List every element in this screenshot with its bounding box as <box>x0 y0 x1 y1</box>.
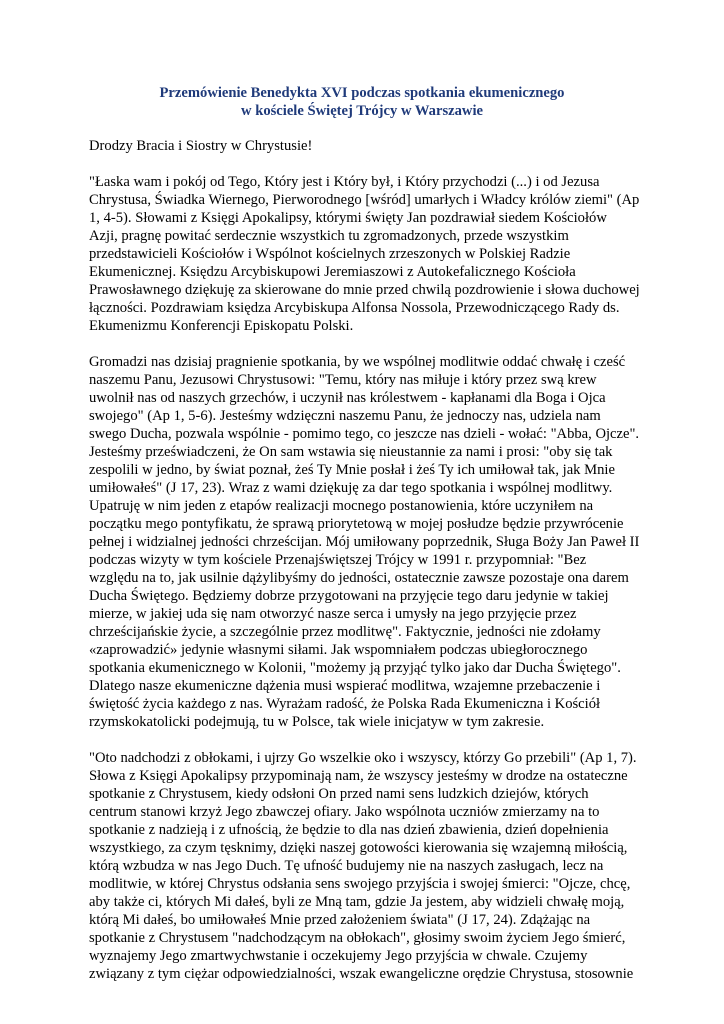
text-line: Słowa z Księgi Apokalipsy przypominają nam, że wszyscy jesteśmy w drodze na ostateczne <box>89 768 628 784</box>
text-line: Ducha Świętego. Będziemy dobrze przygotowani na przyjęcie tego daru jedynie w takiej <box>89 588 609 604</box>
text-line: początku mego pontyfikatu, że sprawą priorytetową w mojej posłudze będzie przywrócenie <box>89 516 624 532</box>
text-line: swojego" (Ap 1, 5-6). Jesteśmy wdzięczni naszemu Panu, że jednoczy nas, udziela nam <box>89 408 601 424</box>
text-line: modlitwie, w której Chrystus odsłania sens swojego przyjścia i swojej śmierci: "Ojcze, chcę, <box>89 876 631 892</box>
text-line: Azji, pragnę powitać serdecznie wszystkich tu zgromadzonych, przede wszystkim <box>89 228 569 244</box>
text-line: wyznajemy Jego zmartwychwstanie i oczekujemy Jego przyjścia w chwale. Czujemy <box>89 948 588 964</box>
text-line: «zaprowadzić» jedynie własnymi siłami. Jak wspomniałem podczas ubiegłorocznego <box>89 642 588 658</box>
text-line: łączności. Pozdrawiam księdza Arcybiskupa Alfonsa Nossola, Przewodniczącego Rady ds. <box>89 300 620 316</box>
text-line: spotkanie z Chrystusem "nadchodzącym na obłokach", głosimy swoim życiem Jego śmierć, <box>89 930 626 946</box>
paragraph <box>89 749 649 983</box>
text-line: spotkania ekumenicznego w Kolonii, "możemy ją przyjąć tylko jako dar Ducha Świętego". <box>89 660 621 676</box>
text-line: "Oto nadchodzi z obłokami, i ujrzy Go wszelkie oko i wszyscy, którzy Go przebili" (Ap 1, 7). <box>89 750 637 766</box>
text-line: Gromadzi nas dzisiaj pragnienie spotkania, by we wspólnej modlitwie oddać chwałę i cześć <box>89 354 626 370</box>
title-line-1: Przemówienie Benedykta XVI podczas spotkania ekumenicznego <box>159 85 565 101</box>
paragraph <box>89 137 649 155</box>
document-title <box>0 84 724 120</box>
text-line: Ekumenicznej. Księdzu Arcybiskupowi Jeremiaszowi z Autokefalicznego Kościoła <box>89 264 576 280</box>
text-line: związany z tym ciężar odpowiedzialności, wszak ewangeliczne orędzie Chrystusa, stosownie <box>89 966 634 982</box>
paragraph <box>89 353 649 731</box>
text-line: wszystkiego, za czym tęsknimy, dzięki naszej gotowości kierowania się wzajemną miłością, <box>89 840 628 856</box>
text-line: mierze, w jakiej uda się nam otworzyć nasze serca i umysły na jego przyjęcie przez <box>89 606 577 622</box>
text-line: Chrystusa, Świadka Wiernego, Pierworodnego [wśród] umarłych i Władcy królów ziemi" (Ap <box>89 192 640 208</box>
title-line-2: w kościele Świętej Trójcy w Warszawie <box>241 103 483 119</box>
text-line: swego Ducha, pozwala wspólnie - pomimo tego, co jeszcze nas dzieli - wołać: "Abba, Ojcze". <box>89 426 640 442</box>
text-line: zespolili w jedno, by świat poznał, żeś Ty Mnie posłał i żeś Ty ich umiłował tak, jak Mnie <box>89 462 615 478</box>
text-line: którą Mi dałeś, bo umiłowałeś Mnie przed założeniem świata" (J 17, 24). Zdążając na <box>89 912 591 928</box>
document-body <box>89 137 649 1001</box>
text-line: centrum stanowi krzyż Jego zbawczej ofiary. Jako wspólnota uczniów zmierzamy na to <box>89 804 600 820</box>
text-line: umiłowałeś" (J 17, 23). Wraz z wami dziękuję za dar tego spotkania i wspólnej modlitwy. <box>89 480 613 496</box>
text-line: względu na to, jak usilnie dążylibyśmy do jedności, ostatecznie zawsze pozostaje ona darem <box>89 570 629 586</box>
paragraph <box>89 173 649 335</box>
text-line: spotkanie z nadzieją i z ufnością, że będzie to dla nas dzień zbawienia, dzień dopełnienia <box>89 822 609 838</box>
text-line: Dlatego nasze ekumeniczne dążenia musi wspierać modlitwa, wzajemne przebaczenie i <box>89 678 601 694</box>
text-line: chrześcijańskie życie, a szczególnie przez modlitwę". Faktycznie, jedności nie zdołamy <box>89 624 601 640</box>
text-line: "Łaska wam i pokój od Tego, Który jest i Który był, i Który przychodzi (...) i od Jezusa <box>89 174 600 190</box>
text-line: którą wzbudza w nas Jego Duch. Tę ufność budujemy nie na naszych zasługach, lecz na <box>89 858 604 874</box>
text-line: uwolnił nas od naszych grzechów, i uczynił nas królestwem - kapłanami dla Boga i Ojca <box>89 390 606 406</box>
text-line: aby także ci, których Mi dałeś, byli ze Mną tam, gdzie Ja jestem, aby widzieli chwałę moją, <box>89 894 625 910</box>
text-line: świętość życia każdego z nas. Wyrażam radość, że Polska Rada Ekumeniczna i Kościół <box>89 696 601 712</box>
text-line: przedstawicieli Kościołów i Wspólnot kościelnych zrzeszonych w Polskiej Radzie <box>89 246 571 262</box>
text-line: naszemu Panu, Jezusowi Chrystusowi: "Temu, który nas miłuje i który przez swą krew <box>89 372 597 388</box>
text-line: Jesteśmy przeświadczeni, że On sam wstawia się nieustannie za nami i prosi: "oby się tak <box>89 444 613 460</box>
text-line: rzymskokatolicki podejmują, tu w Polsce, tak wiele inicjatyw w tym zakresie. <box>89 714 545 730</box>
text-line: pełnej i widzialnej jedności chrześcijan. Mój umiłowany poprzednik, Sługa Boży Jan Paweł II <box>89 534 640 550</box>
text-line: spotkanie z Chrystusem, kiedy odsłoni On przed nami sens ludzkich dziejów, których <box>89 786 589 802</box>
text-line: podczas wizyty w tym kościele Przenajświętszej Trójcy w 1991 r. przypomniał: "Bez <box>89 552 587 568</box>
text-line: Ekumenizmu Konferencji Episkopatu Polski. <box>89 318 354 334</box>
text-line: Drodzy Bracia i Siostry w Chrystusie! <box>89 138 313 154</box>
text-line: 1, 4-5). Słowami z Księgi Apokalipsy, którymi święty Jan pozdrawiał siedem Kościołów <box>89 210 607 226</box>
text-line: Upatruję w nim jeden z etapów realizacji mocnego postanowienia, które uczyniłem na <box>89 498 594 514</box>
text-line: Prawosławnego dziękuję za skierowane do mnie przed chwilą pozdrowienie i słowa duchowej <box>89 282 640 298</box>
